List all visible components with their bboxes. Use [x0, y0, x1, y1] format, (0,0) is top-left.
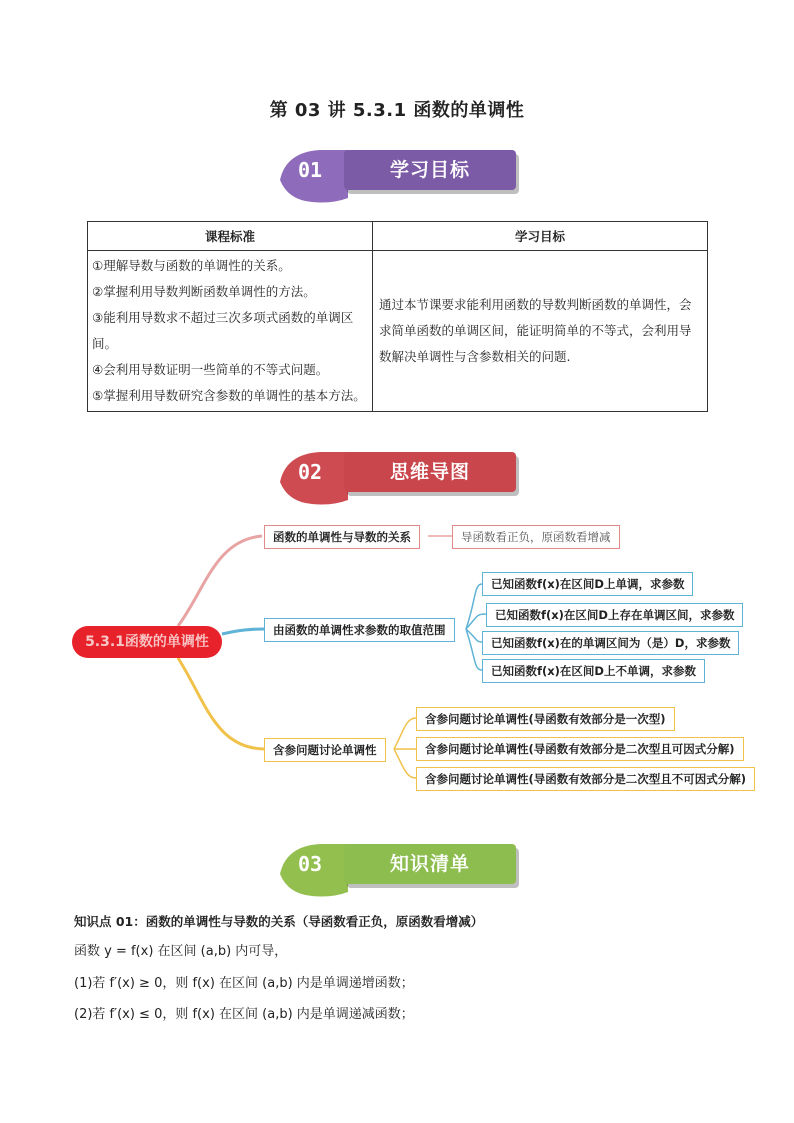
goal-cell: 通过本节课要求能利用函数的导数判断函数的单调性，会求简单函数的单调区间，能证明简单的不等式，会利用导数解决单调性与含参数相关的问题.	[373, 251, 708, 412]
mindmap-branch-discussion: 含参问题讨论单调性	[264, 738, 386, 762]
section-label: 思维导图	[344, 452, 516, 492]
mindmap-leaf-parameter: 已知函数f(x)在区间D上存在单调区间，求参数	[486, 603, 743, 627]
knowledge-line: 函数 y = f(x) 在区间 (a,b) 内可导，	[74, 944, 288, 959]
mindmap-note-relation: 导函数看正负，原函数看增减	[452, 525, 620, 549]
table-header-goal: 学习目标	[373, 222, 708, 251]
mindmap-branch-parameter: 由函数的单调性求参数的取值范围	[264, 618, 455, 642]
section-label: 学习目标	[344, 150, 516, 190]
table-header-standard: 课程标准	[88, 222, 373, 251]
section-banner-03	[272, 840, 522, 902]
section-number: 02	[297, 460, 323, 484]
mindmap-leaf-discussion: 含参问题讨论单调性(导函数有效部分是二次型且不可因式分解)	[416, 767, 755, 791]
page-title: 第 03 讲 5.3.1 函数的单调性	[269, 100, 525, 121]
mindmap-leaf-parameter: 已知函数f(x)在区间D上单调，求参数	[482, 572, 693, 596]
mindmap-leaf-parameter: 已知函数f(x)在区间D上不单调，求参数	[482, 659, 705, 683]
mindmap-leaf-discussion: 含参问题讨论单调性(导函数有效部分是一次型)	[416, 707, 675, 731]
section-number: 01	[297, 158, 323, 182]
section-label: 知识清单	[344, 844, 516, 884]
standard-item: ①理解导数与函数的单调性的关系。	[92, 258, 291, 273]
standard-item: ④会利用导数证明一些简单的不等式问题。	[92, 362, 329, 377]
standard-item: ②掌握利用导数判断函数单调性的方法。	[92, 284, 316, 299]
mindmap-leaf-discussion: 含参问题讨论单调性(导函数有效部分是二次型且可因式分解)	[416, 737, 744, 761]
mindmap-root: 5.3.1函数的单调性	[72, 626, 222, 658]
standard-item: ③能利用导数求不超过三次多项式函数的单调区间。	[92, 310, 354, 351]
mindmap-leaf-parameter: 已知函数f(x)在的单调区间为（是）D，求参数	[482, 631, 739, 655]
section-number: 03	[297, 852, 323, 876]
knowledge-line: (1)若 f′(x) ≥ 0，则 f(x) 在区间 (a,b) 内是单调递增函数；	[74, 976, 414, 991]
knowledge-line: (2)若 f′(x) ≤ 0，则 f(x) 在区间 (a,b) 内是单调递减函数；	[74, 1007, 414, 1022]
knowledge-heading: 知识点 01：函数的单调性与导数的关系（导函数看正负，原函数看增减）	[74, 914, 484, 929]
mindmap-branch-relation: 函数的单调性与导数的关系	[264, 525, 420, 549]
standard-item: ⑤掌握利用导数研究含参数的单调性的基本方法。	[92, 388, 366, 403]
